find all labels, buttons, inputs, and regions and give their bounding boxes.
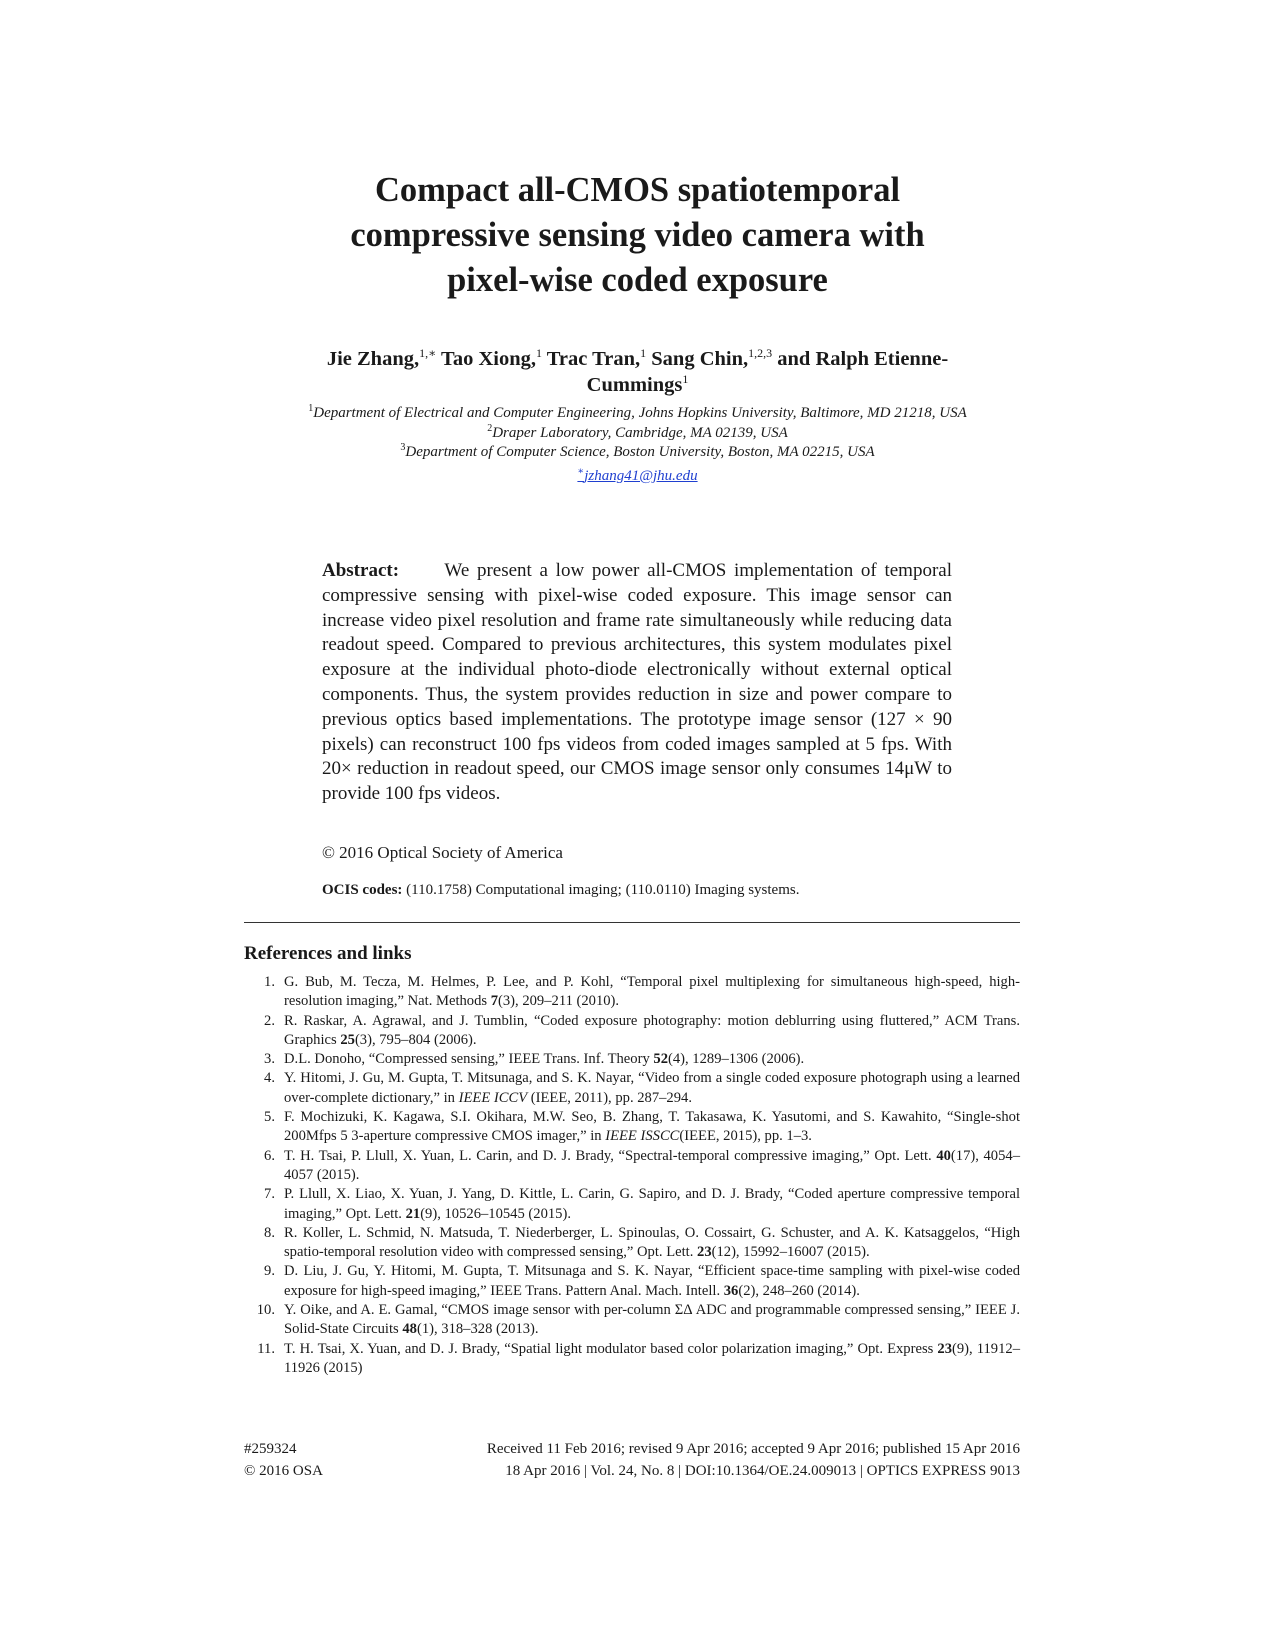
author-list: [300, 346, 975, 398]
reference-text-part: (1), 318–328 (2013).: [416, 1321, 539, 1338]
reference-text-part: (IEEE, 2015), pp. 1–3.: [679, 1128, 812, 1145]
ocis-label: OCIS codes:: [322, 882, 403, 898]
reference-item: [244, 1262, 1020, 1301]
affiliation-text: Department of Electrical and Computer Engineering, Johns Hopkins University, Baltimore, MD 21218, USA: [313, 405, 967, 421]
title-line: pixel-wise coded exposure: [447, 261, 828, 299]
reference-text-part: G. Bub, M. Tecza, M. Helmes, P. Lee, and P. Kohl, “Temporal pixel multiplexing for simultaneous high-speed, high-resolution imaging,” Nat. Methods: [284, 974, 1020, 1010]
reference-number: 3.: [264, 1051, 275, 1068]
reference-number: 5.: [264, 1109, 275, 1126]
author-name: Sang Chin,: [651, 348, 749, 370]
reference-text: [284, 1070, 1020, 1105]
affiliation-mark: 3: [400, 442, 406, 454]
reference-text: [284, 1225, 1020, 1260]
reference-text-part: Y. Hitomi, J. Gu, M. Gupta, T. Mitsunaga, and S. K. Nayar, “Video from a single coded exposure photograph using a learned over-complete dictionary,” in: [284, 1070, 1020, 1106]
reference-volume: 21: [405, 1205, 421, 1222]
affiliation-line: [300, 404, 975, 424]
reference-text-part: D. Liu, J. Gu, Y. Hitomi, M. Gupta, T. Mitsunaga and S. K. Nayar, “Efficient space-time sampling with pixel-wise coded exposure for high-speed imaging,” IEEE Trans. Pattern Anal. Mach. Intell.: [284, 1263, 1020, 1299]
affiliation-text: Department of Computer Science, Boston University, Boston, MA 02215, USA: [405, 444, 875, 461]
affiliation-text: Draper Laboratory, Cambridge, MA 02139, USA: [492, 424, 788, 441]
title-line: compressive sensing video camera with: [350, 216, 925, 254]
author-name: and Ralph Etienne-Cummings: [586, 348, 949, 396]
reference-volume: 23: [937, 1340, 952, 1357]
reference-item: [244, 1069, 1020, 1108]
abstract-label: Abstract:: [322, 560, 400, 581]
title-line: Compact all-CMOS spatiotemporal: [374, 171, 901, 209]
reference-volume: 40: [936, 1147, 951, 1164]
reference-text-part: T. H. Tsai, P. Llull, X. Yuan, L. Carin, and D. J. Brady, “Spectral-temporal compressive imaging,” Opt. Lett.: [284, 1147, 937, 1164]
affiliation-line: [300, 424, 975, 444]
reference-text: [284, 1109, 1020, 1144]
reference-volume: 25: [340, 1031, 355, 1048]
reference-item: [244, 1224, 1020, 1263]
reference-text-part: (12), 15992–16007 (2015).: [711, 1244, 870, 1261]
manuscript-id: #259324: [244, 1441, 297, 1457]
email-address: jzhang41@jhu.edu: [584, 467, 698, 484]
author-name: Trac Tran,: [546, 348, 641, 370]
journal-citation: 18 Apr 2016 | Vol. 24, No. 8 | DOI:10.1364/OE.24.009013 | OPTICS EXPRESS 9013: [505, 1463, 1020, 1479]
reference-number: 11.: [257, 1340, 275, 1357]
author-affiliation-mark: 1,2,3: [748, 346, 773, 360]
affiliations: [300, 404, 975, 486]
references-heading: References and links: [244, 943, 412, 964]
reference-text: [284, 1148, 1020, 1183]
reference-item: [244, 1050, 1020, 1069]
reference-text: [284, 1263, 1020, 1298]
reference-text-part: (2), 248–260 (2014).: [738, 1282, 860, 1299]
reference-number: 6.: [264, 1147, 275, 1164]
reference-text: [284, 1013, 1020, 1048]
reference-number: 9.: [264, 1263, 275, 1280]
reference-text-part: (IEEE, 2011), pp. 287–294.: [527, 1089, 692, 1106]
reference-volume: 52: [653, 1051, 668, 1068]
ocis-text: (110.1758) Computational imaging; (110.0110) Imaging systems.: [406, 882, 800, 898]
reference-item: [244, 973, 1020, 1012]
affiliation-line: [300, 443, 975, 463]
corresponding-mark: ∗: [577, 465, 585, 477]
reference-item: [244, 1301, 1020, 1340]
reference-number: 2.: [264, 1012, 275, 1029]
publication-dates: Received 11 Feb 2016; revised 9 Apr 2016; accepted 9 Apr 2016; published 15 Apr 2016: [486, 1441, 1020, 1457]
reference-venue: IEEE ICCV: [458, 1089, 528, 1106]
reference-text-part: Y. Oike, and A. E. Gamal, “CMOS image sensor with per-column ΣΔ ADC and programmable compressed sensing,” IEEE J. Solid-State Circuits: [284, 1302, 1020, 1338]
author-affiliation-mark: 1: [682, 372, 689, 386]
reference-text-part: (17), 4054–4057 (2015).: [284, 1147, 1020, 1183]
reference-text: [284, 974, 1020, 1009]
reference-number: 8.: [264, 1224, 275, 1241]
author-name: Jie Zhang,: [326, 348, 420, 370]
section-divider: [244, 922, 1020, 923]
email-line: [300, 467, 975, 487]
footer-left: [244, 1438, 323, 1482]
reference-text-part: D.L. Donoho, “Compressed sensing,” IEEE Trans. Inf. Theory: [284, 1051, 654, 1068]
affiliation-mark: 1: [308, 403, 314, 414]
abstract: [322, 559, 952, 807]
reference-list: [244, 973, 1020, 1378]
author-affiliation-mark: 1: [640, 346, 647, 360]
reference-text-part: (3), 209–211 (2010).: [498, 993, 620, 1010]
reference-text-part: T. H. Tsai, X. Yuan, and D. J. Brady, “Spatial light modulator based color polarization imaging,” Opt. Express: [284, 1340, 938, 1357]
reference-text-part: (9), 10526–10545 (2015).: [420, 1205, 571, 1222]
author-affiliation-mark: 1,∗: [419, 346, 437, 360]
reference-volume: 48: [402, 1321, 417, 1338]
reference-item: [244, 1012, 1020, 1051]
reference-number: 7.: [264, 1186, 275, 1203]
reference-text-part: (4), 1289–1306 (2006).: [667, 1051, 805, 1068]
reference-item: [244, 1147, 1020, 1186]
reference-item: [244, 1340, 1020, 1379]
paper-title: [260, 168, 1015, 303]
reference-text: [284, 1302, 1020, 1337]
reference-text-part: (3), 795–804 (2006).: [354, 1031, 477, 1048]
author-name: Tao Xiong,: [441, 348, 536, 370]
ocis-codes: [322, 880, 799, 900]
abstract-text: We present a low power all-CMOS implementation of temporal compressive sensing with pixel-wise coded exposure. This image sensor can increase video pixel resolution and frame rate simultaneously while reducing data readout speed. Compared to previous architectures, this system modulates pixel exposure at the individual photo-diode electronically without external optical components. Thus, the system provides reduction in size and power compare to previous optics based implementations. The prototype image sensor (127 × 90 pixels) can reconstruct 100 fps videos from coded images sampled at 5 fps. With 20× reduction in readout speed, our CMOS image sensor only consumes 14μW to provide 100 fps videos.: [322, 560, 952, 805]
reference-text-part: P. Llull, X. Liao, X. Yuan, J. Yang, D. Kittle, L. Carin, G. Sapiro, and D. J. Brady, “Coded aperture compressive temporal imaging,” Opt. Lett.: [284, 1186, 1020, 1222]
reference-text-part: R. Koller, L. Schmid, N. Matsuda, T. Niederberger, L. Spinoulas, O. Cossairt, G. Schuster, and A. K. Katsaggelos, “High spatio-temporal resolution video with compressed sensing,” Opt. Lett.: [284, 1224, 1020, 1261]
reference-volume: 36: [723, 1282, 739, 1299]
reference-item: [244, 1108, 1020, 1147]
reference-venue: IEEE ISSCC: [605, 1128, 680, 1145]
reference-volume: 7: [490, 993, 499, 1010]
reference-text-part: F. Mochizuki, K. Kagawa, S.I. Okihara, M.W. Seo, B. Zhang, T. Takasawa, K. Yasutomi, and S. Kawahito, “Single-shot 200Mfps 5 3-aperture compressive CMOS imager,” in: [284, 1109, 1020, 1145]
reference-text-part: (9), 11912–11926 (2015): [284, 1340, 1020, 1376]
author-affiliation-mark: 1: [536, 346, 542, 360]
copyright-notice: © 2016 Optical Society of America: [322, 843, 563, 862]
reference-number: 4.: [264, 1070, 275, 1087]
corresponding-email-link[interactable]: [577, 465, 698, 484]
reference-text: [284, 1341, 1020, 1376]
reference-text: [284, 1051, 804, 1067]
reference-item: [244, 1185, 1020, 1224]
reference-text: [284, 1186, 1020, 1221]
reference-number: 1.: [264, 974, 275, 990]
reference-volume: 23: [697, 1244, 712, 1261]
reference-number: 10.: [256, 1302, 275, 1319]
affiliation-mark: 2: [487, 422, 493, 434]
footer-right: [487, 1438, 1020, 1482]
osa-copyright: © 2016 OSA: [244, 1463, 323, 1479]
reference-text-part: R. Raskar, A. Agrawal, and J. Tumblin, “Coded exposure photography: motion deblurring using fluttered,” ACM Trans. Graphics: [284, 1012, 1020, 1048]
